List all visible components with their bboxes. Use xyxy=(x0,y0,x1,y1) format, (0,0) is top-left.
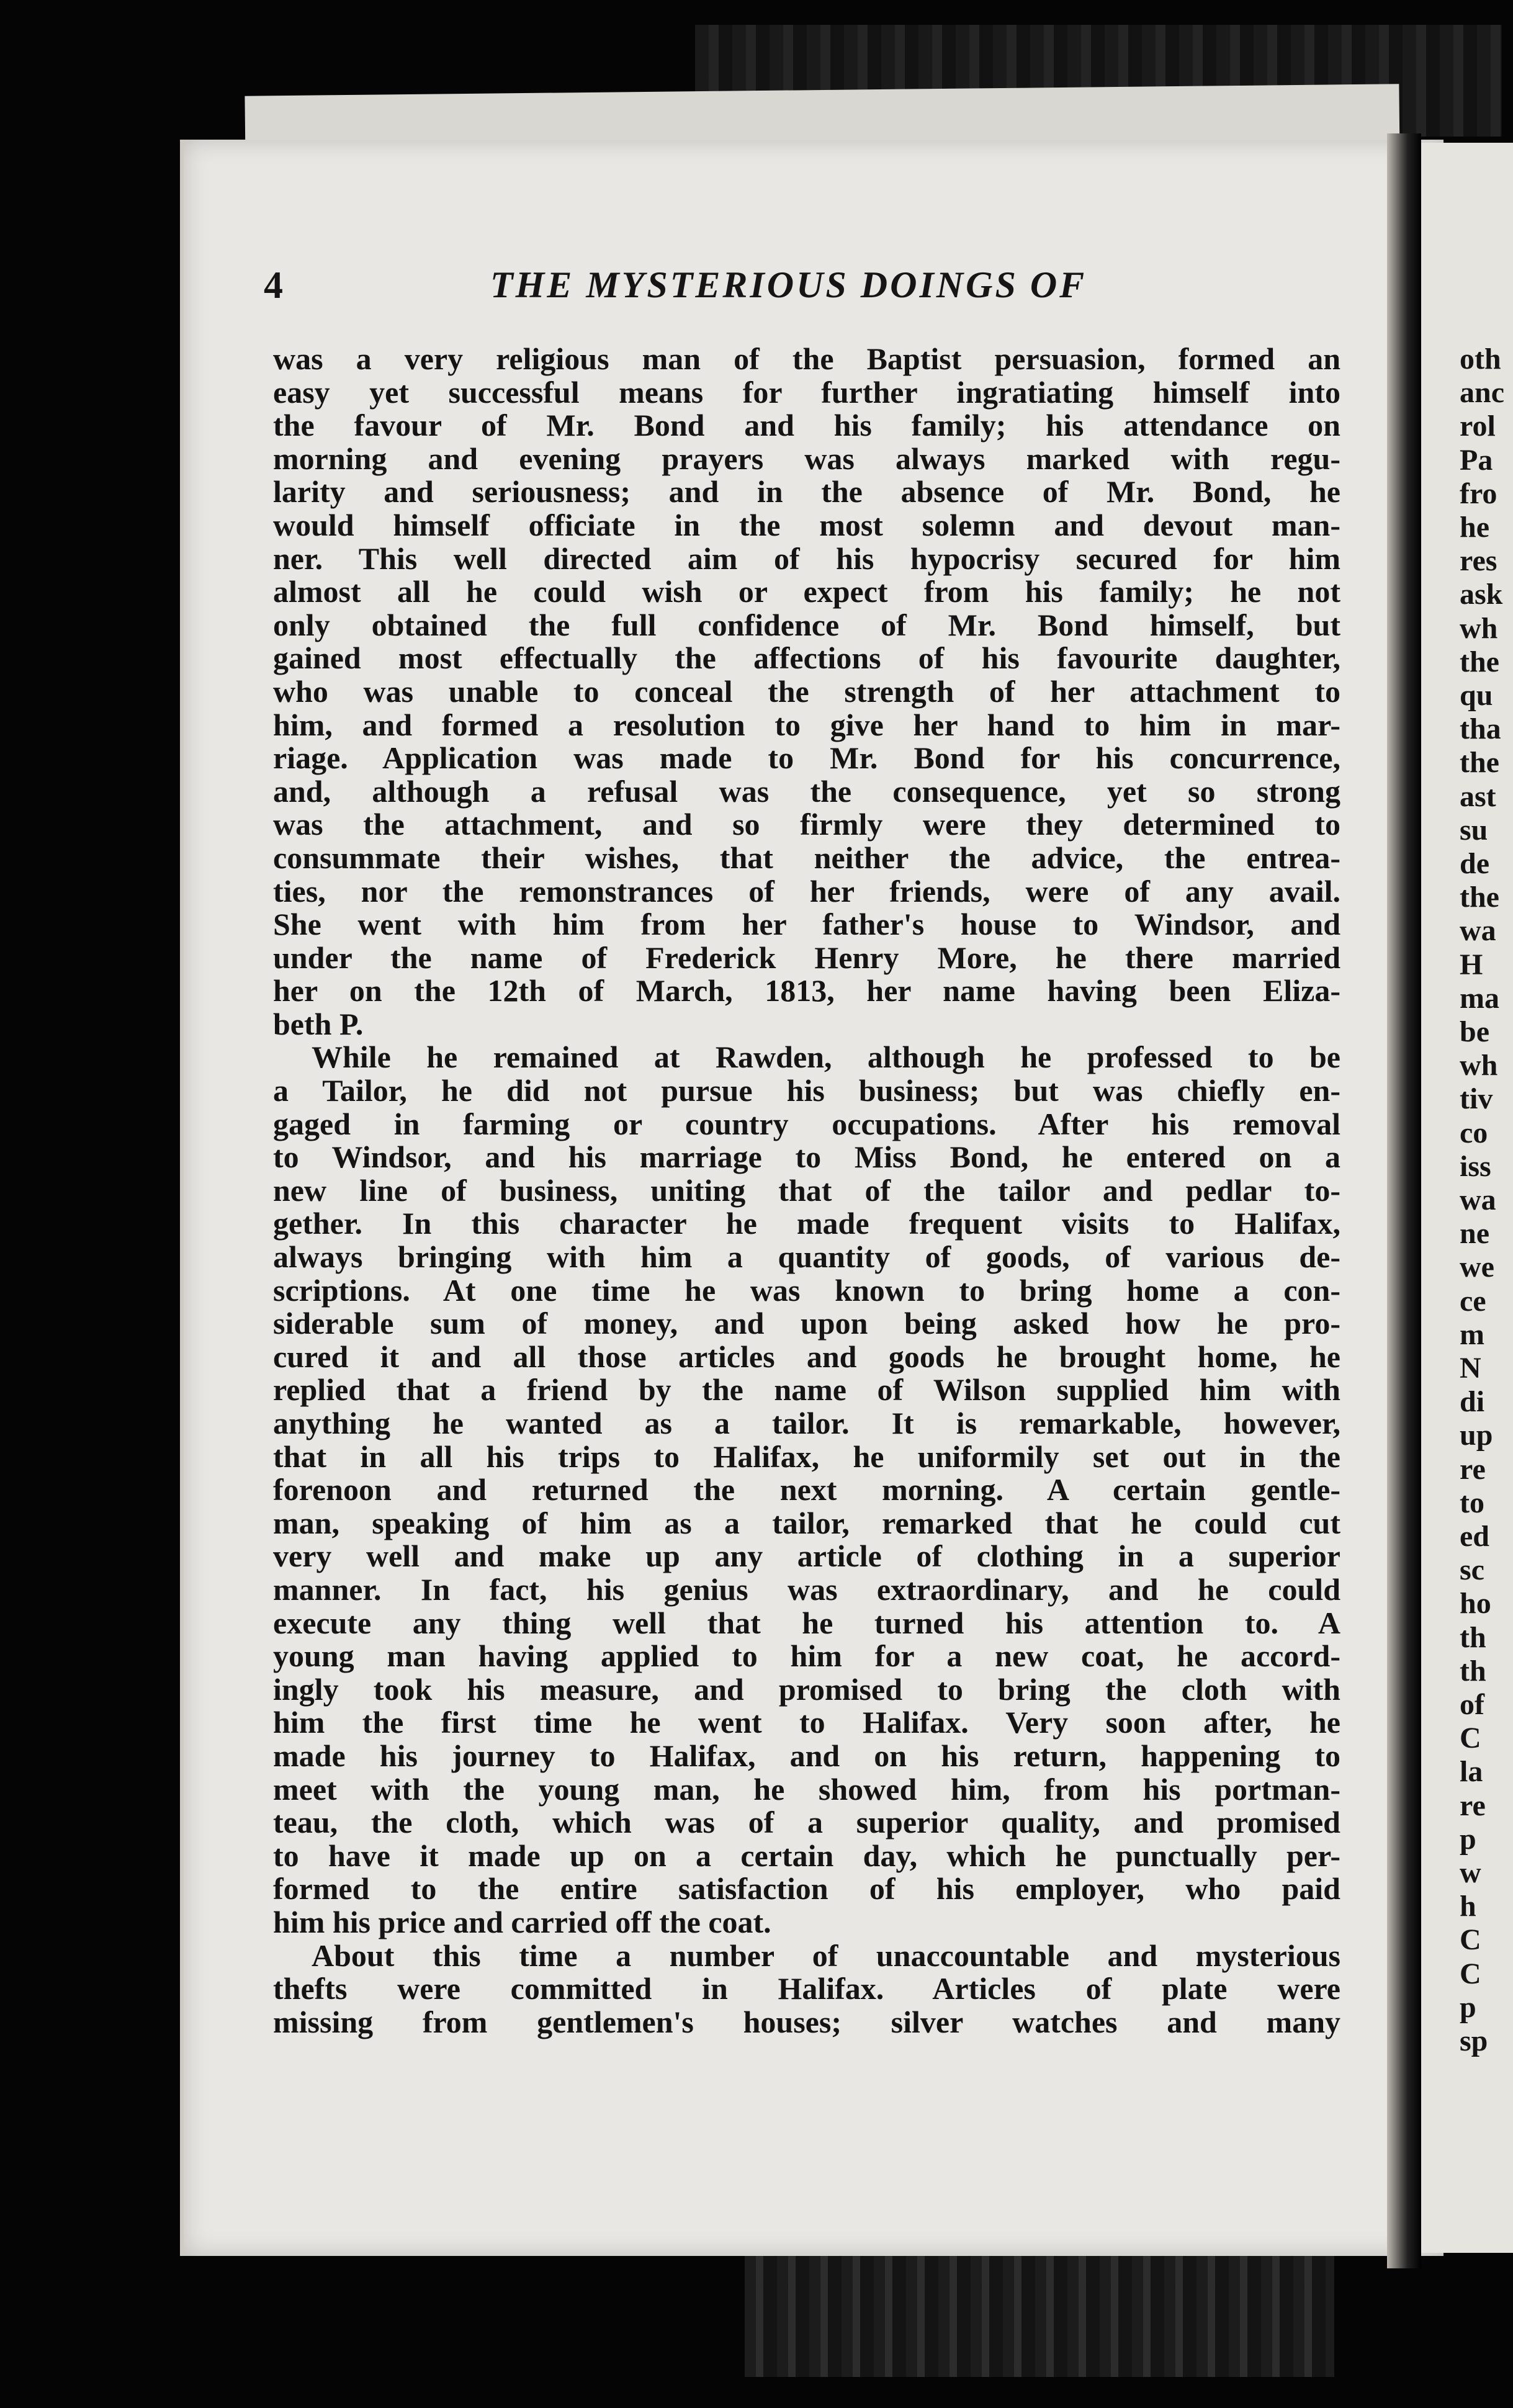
book-spine-shadow xyxy=(1387,133,1421,2268)
facing-line-fragment: rol xyxy=(1460,410,1496,443)
text-line: to have it made up on a certain day, which he punctually per- xyxy=(273,1838,1340,1873)
facing-line-fragment: the xyxy=(1460,746,1499,779)
text-line: She went with him from her father's house to Windsor, and xyxy=(273,907,1340,942)
text-line: cured it and all those articles and goods he brought home, he xyxy=(273,1339,1340,1374)
facing-line-fragment: oth xyxy=(1460,343,1501,375)
text-line: new line of business, uniting that of the tailor and pedlar to- xyxy=(273,1172,1340,1208)
text-line: consummate their wishes, that neither the advice, the entrea- xyxy=(273,840,1340,875)
text-line: a Tailor, he did not pursue his business; but was chiefly en- xyxy=(273,1073,1340,1108)
text-line: About this time a number of unaccountable and mysterious xyxy=(312,1938,1340,1973)
facing-line-fragment: re xyxy=(1460,1789,1486,1822)
facing-line-fragment: di xyxy=(1460,1385,1485,1419)
facing-line-fragment: ed xyxy=(1460,1520,1489,1553)
facing-line-fragment: wa xyxy=(1460,914,1496,948)
facing-line-fragment: the xyxy=(1460,881,1499,914)
text-line: that in all his trips to Halifax, he uniformily set out in the xyxy=(273,1439,1340,1474)
text-line: larity and seriousness; and in the absence of Mr. Bond, he xyxy=(273,474,1340,510)
text-line: morning and evening prayers was always marked with regu- xyxy=(273,441,1340,476)
text-line: him his price and carried off the coat. xyxy=(273,1904,771,1939)
text-line: gether. In this character he made frequent visits to Halifax, xyxy=(273,1206,1340,1241)
text-line: ties, nor the remonstrances of her friends, were of any avail. xyxy=(273,873,1340,909)
facing-line-fragment: ask xyxy=(1460,578,1503,611)
text-line: man, speaking of him as a tailor, remarked that he could cut xyxy=(273,1505,1340,1540)
facing-line-fragment: wh xyxy=(1460,1049,1498,1082)
text-line: missing from gentlemen's houses; silver watches and many xyxy=(273,2004,1340,2039)
facing-line-fragment: m xyxy=(1460,1318,1484,1351)
text-line: thefts were committed in Halifax. Articles of plate were xyxy=(273,1971,1340,2006)
facing-line-fragment: N xyxy=(1460,1352,1481,1385)
facing-line-fragment: ma xyxy=(1460,981,1499,1015)
facing-line-fragment: sc xyxy=(1460,1553,1484,1587)
text-line: the favour of Mr. Bond and his family; his attendance on xyxy=(273,408,1340,443)
text-line: was a very religious man of the Baptist persuasion, formed an xyxy=(273,341,1340,376)
text-line: easy yet successful means for further ingratiating himself into xyxy=(273,374,1340,410)
text-line: always bringing with him a quantity of goods, of various de- xyxy=(273,1239,1340,1275)
facing-line-fragment: la xyxy=(1460,1755,1483,1789)
facing-line-fragment: re xyxy=(1460,1452,1486,1486)
text-line: gained most effectually the affections of his favourite daughter, xyxy=(273,640,1340,676)
facing-line-fragment: sp xyxy=(1460,2024,1488,2057)
facing-line-fragment: h xyxy=(1460,1890,1476,1923)
text-line: young man having applied to him for a new coat, he accord- xyxy=(273,1638,1340,1674)
text-line: her on the 12th of March, 1813, her name having been Eliza- xyxy=(273,973,1340,1009)
text-line: was the attachment, and so firmly were they determined to xyxy=(273,807,1340,842)
facing-line-fragment: up xyxy=(1460,1419,1493,1452)
facing-line-fragment: C xyxy=(1460,1957,1481,1990)
text-line: to Windsor, and his marriage to Miss Bond, he entered on a xyxy=(273,1139,1340,1175)
text-line: siderable sum of money, and upon being asked how he pro- xyxy=(273,1306,1340,1341)
facing-line-fragment: w xyxy=(1460,1856,1481,1889)
facing-line-fragment: tiv xyxy=(1460,1082,1493,1116)
facing-line-fragment: iss xyxy=(1460,1149,1491,1183)
facing-line-fragment: th xyxy=(1460,1654,1486,1687)
text-line: gaged in farming or country occupations. After his removal xyxy=(273,1106,1340,1141)
facing-line-fragment: tha xyxy=(1460,712,1501,746)
facing-line-fragment: p xyxy=(1460,1822,1476,1856)
text-line: ingly took his measure, and promised to bring the cloth with xyxy=(273,1671,1340,1707)
text-line: under the name of Frederick Henry More, he there married xyxy=(273,940,1340,975)
text-line: execute any thing well that he turned his attention to. A xyxy=(273,1605,1340,1640)
text-line: very well and make up any article of clothing in a superior xyxy=(273,1539,1340,1574)
text-line: formed to the entire satisfaction of his employer, who paid xyxy=(273,1871,1340,1907)
facing-line-fragment: C xyxy=(1460,1722,1481,1755)
text-line: meet with the young man, he showed him, from his portman- xyxy=(273,1771,1340,1807)
text-line: only obtained the full confidence of Mr. Bond himself, but xyxy=(273,607,1340,642)
facing-line-fragment: fro xyxy=(1460,477,1497,510)
facing-line-fragment: be xyxy=(1460,1015,1489,1048)
facing-line-fragment: qu xyxy=(1460,679,1493,712)
facing-line-fragment: the xyxy=(1460,645,1499,678)
facing-line-fragment: p xyxy=(1460,1990,1476,2024)
text-line: replied that a friend by the name of Wilson supplied him with xyxy=(273,1372,1340,1408)
page-number: 4 xyxy=(264,264,283,307)
text-line: teau, the cloth, which was of a superior quality, and promised xyxy=(273,1805,1340,1840)
text-line: scriptions. At one time he was known to bring home a con- xyxy=(273,1272,1340,1308)
body-text xyxy=(273,343,1340,2039)
running-head: THE MYSTERIOUS DOINGS OF xyxy=(490,264,1087,305)
text-line: riage. Application was made to Mr. Bond for his concurrence, xyxy=(273,740,1340,776)
facing-line-fragment: H xyxy=(1460,948,1483,981)
text-line: forenoon and returned the next morning. A certain gentle- xyxy=(273,1472,1340,1507)
facing-line-fragment: of xyxy=(1460,1688,1484,1721)
facing-line-fragment: C xyxy=(1460,1923,1481,1957)
facing-line-fragment: co xyxy=(1460,1116,1488,1149)
text-line: who was unable to conceal the strength of her attachment to xyxy=(273,673,1340,709)
text-line: him, and formed a resolution to give her hand to him in mar- xyxy=(273,707,1340,742)
facing-line-fragment: anc xyxy=(1460,376,1504,410)
facing-line-fragment: to xyxy=(1460,1486,1484,1519)
text-line: almost all he could wish or expect from his family; he not xyxy=(273,574,1340,609)
facing-line-fragment: th xyxy=(1460,1620,1486,1654)
text-line: and, although a refusal was the consequence, yet so strong xyxy=(273,773,1340,809)
text-line: made his journey to Halifax, and on his return, happening to xyxy=(273,1738,1340,1773)
text-line: beth P. xyxy=(273,1006,364,1041)
text-line: would himself officiate in the most solemn and devout man- xyxy=(273,507,1340,542)
facing-line-fragment: ne xyxy=(1460,1217,1489,1251)
facing-line-fragment: wa xyxy=(1460,1184,1496,1216)
facing-line-fragment: ast xyxy=(1460,779,1496,813)
facing-line-fragment: he xyxy=(1460,511,1489,544)
facing-line-fragment: su xyxy=(1460,813,1488,847)
facing-line-fragment: we xyxy=(1460,1251,1494,1284)
facing-line-fragment: ho xyxy=(1460,1587,1491,1620)
text-line: ner. This well directed aim of his hypocrisy secured for him xyxy=(273,541,1340,576)
facing-line-fragment: wh xyxy=(1460,611,1498,645)
text-line: anything he wanted as a tailor. It is remarkable, however, xyxy=(273,1406,1340,1440)
facing-line-fragment: ce xyxy=(1460,1284,1486,1318)
text-line: him the first time he went to Halifax. Very soon after, he xyxy=(273,1705,1340,1740)
facing-line-fragment: res xyxy=(1460,544,1497,578)
text-line: While he remained at Rawden, although he professed to be xyxy=(312,1040,1340,1075)
facing-line-fragment: de xyxy=(1460,847,1489,880)
text-line: manner. In fact, his genius was extraordinary, and he could xyxy=(273,1571,1340,1607)
facing-line-fragment: Pa xyxy=(1460,443,1493,477)
